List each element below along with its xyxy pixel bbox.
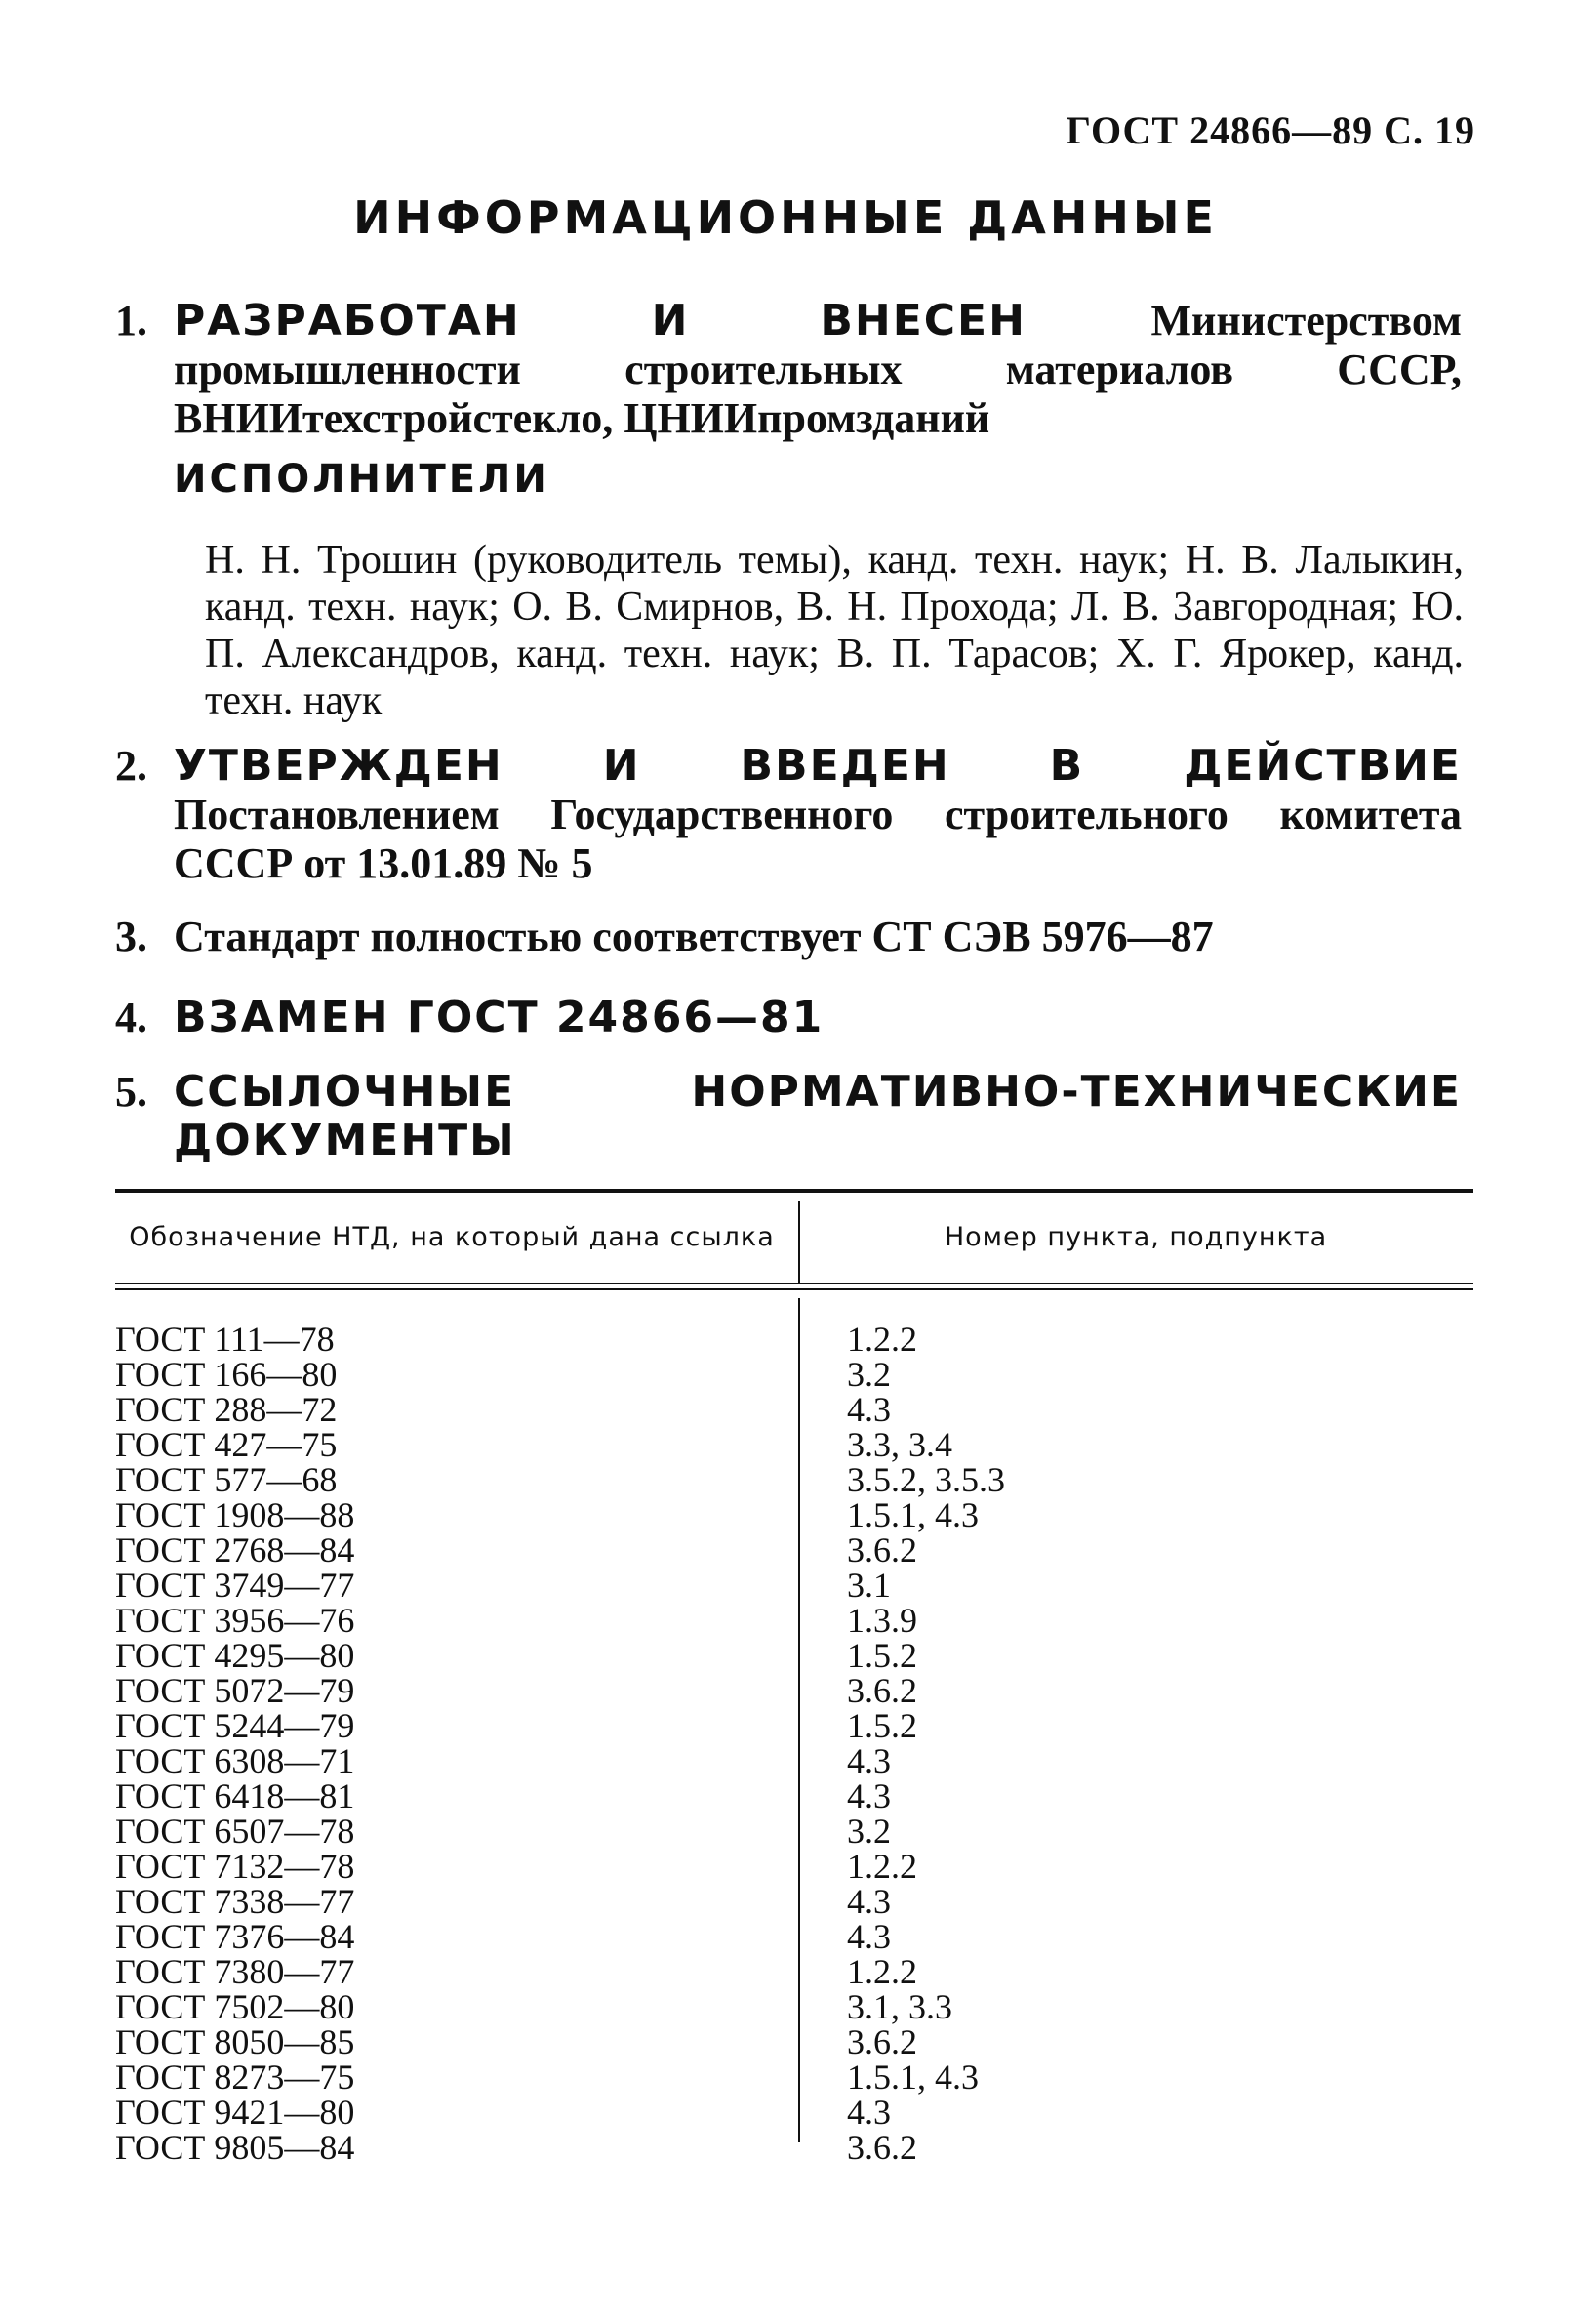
table-row xyxy=(115,1322,1473,1357)
cell-designation: ГОСТ 7132—78 xyxy=(115,1847,355,1886)
cell-designation: ГОСТ 8050—85 xyxy=(115,2022,355,2061)
cell-clause: 3.2 xyxy=(847,1812,891,1851)
table-row xyxy=(115,1532,1473,1568)
cell-clause: 3.1 xyxy=(847,1566,891,1605)
cell-clause: 4.3 xyxy=(847,2093,891,2132)
section-3 xyxy=(115,913,1462,961)
table-row xyxy=(115,1884,1473,1919)
cell-clause: 3.2 xyxy=(847,1355,891,1394)
table-row xyxy=(115,1919,1473,1954)
cell-clause: 3.6.2 xyxy=(847,2022,917,2061)
page-header: ГОСТ 24866—89 С. 19 xyxy=(1066,108,1475,152)
cell-designation: ГОСТ 3749—77 xyxy=(115,1566,355,1605)
cell-clause: 3.5.2, 3.5.3 xyxy=(847,1460,1005,1499)
cell-designation: ГОСТ 577—68 xyxy=(115,1460,338,1499)
table-row xyxy=(115,1673,1473,1708)
table-row xyxy=(115,1814,1473,1849)
table-row xyxy=(115,1462,1473,1497)
cell-clause: 1.5.2 xyxy=(847,1636,917,1675)
cell-designation: ГОСТ 3956—76 xyxy=(115,1601,355,1640)
executors-list: Н. Н. Трошин (руководитель темы), канд. техн. наук; Н. В. Лалыкин, канд. техн. наук; О. В. Смирнов, В. Н. Прохода; Л. В. Завгородная; Ю. П. Александров, канд. техн. наук; В. П. Тарасов; Х. Г. Ярокер, канд. техн. наук xyxy=(205,538,1464,723)
cell-clause: 3.1, 3.3 xyxy=(847,1987,952,2026)
table-row xyxy=(115,1497,1473,1532)
page-title: ИНФОРМАЦИОННЫЕ ДАННЫЕ xyxy=(353,191,1218,244)
cell-designation: ГОСТ 1908—88 xyxy=(115,1495,355,1534)
table-row xyxy=(115,1357,1473,1392)
table-row xyxy=(115,2024,1473,2059)
section-lead: ССЫЛОЧНЫЕ НОРМАТИВНО-ТЕХНИЧЕСКИЕ ДОКУМЕНТЫ xyxy=(174,1067,1462,1165)
column-header-designation: Обозначение НТД, на который дана ссылка xyxy=(129,1222,775,1252)
cell-designation: ГОСТ 7380—77 xyxy=(115,1952,355,1991)
cell-designation: ГОСТ 6507—78 xyxy=(115,1812,355,1851)
section-lead: УТВЕРЖДЕН И ВВЕДЕН В ДЕЙСТВИЕ xyxy=(174,741,1462,791)
cell-designation: ГОСТ 427—75 xyxy=(115,1425,338,1464)
section-2 xyxy=(115,742,1462,888)
table-row xyxy=(115,1638,1473,1673)
table-rows xyxy=(115,1290,1473,2165)
section-number: 1. xyxy=(115,297,147,345)
cell-clause: 1.5.2 xyxy=(847,1706,917,1745)
cell-clause: 1.2.2 xyxy=(847,1847,917,1886)
table-row xyxy=(115,1849,1473,1884)
cell-designation: ГОСТ 5244—79 xyxy=(115,1706,355,1745)
cell-clause: 4.3 xyxy=(847,1882,891,1921)
reference-table xyxy=(115,1189,1473,2165)
table-row xyxy=(115,1603,1473,1638)
section-lead: ВЗАМЕН ГОСТ 24866—81 xyxy=(174,993,825,1042)
column-header-clause: Номер пункта, подпункта xyxy=(944,1222,1328,1252)
table-row xyxy=(115,1954,1473,1989)
cell-clause: 1.5.1, 4.3 xyxy=(847,2058,979,2097)
cell-clause: 3.3, 3.4 xyxy=(847,1425,952,1464)
table-header xyxy=(115,1193,1473,1283)
table-row xyxy=(115,1427,1473,1462)
table-row xyxy=(115,2059,1473,2095)
cell-designation: ГОСТ 6308—71 xyxy=(115,1741,355,1780)
cell-clause: 3.6.2 xyxy=(847,1671,917,1710)
cell-designation: ГОСТ 8273—75 xyxy=(115,2058,355,2097)
cell-designation: ГОСТ 9421—80 xyxy=(115,2093,355,2132)
cell-designation: ГОСТ 7376—84 xyxy=(115,1917,355,1956)
cell-clause: 3.6.2 xyxy=(847,1530,917,1570)
section-number: 5. xyxy=(115,1068,147,1116)
section-text: Стандарт полностью соответствует СТ СЭВ 5976—87 xyxy=(174,913,1214,960)
cell-designation: ГОСТ 2768—84 xyxy=(115,1530,355,1570)
cell-designation: ГОСТ 6418—81 xyxy=(115,1776,355,1815)
section-number: 4. xyxy=(115,994,147,1041)
table-row xyxy=(115,1392,1473,1427)
cell-designation: ГОСТ 166—80 xyxy=(115,1355,338,1394)
executors-heading: ИСПОЛНИТЕЛИ xyxy=(174,457,549,502)
cell-clause: 1.2.2 xyxy=(847,1952,917,1991)
cell-designation: ГОСТ 7502—80 xyxy=(115,1987,355,2026)
section-5 xyxy=(115,1068,1462,1165)
cell-designation: ГОСТ 111—78 xyxy=(115,1320,335,1359)
table-row xyxy=(115,1743,1473,1778)
cell-clause: 4.3 xyxy=(847,1776,891,1815)
cell-clause: 3.6.2 xyxy=(847,2128,917,2167)
cell-clause: 1.2.2 xyxy=(847,1320,917,1359)
cell-clause: 4.3 xyxy=(847,1741,891,1780)
section-lead: РАЗРАБОТАН И ВНЕСЕН xyxy=(174,296,1027,346)
table-row xyxy=(115,2095,1473,2130)
section-1 xyxy=(115,297,1462,443)
cell-clause: 1.5.1, 4.3 xyxy=(847,1495,979,1534)
section-text: Постановлением Государственного строительного комитета СССР от 13.01.89 № 5 xyxy=(174,791,1462,887)
table-body xyxy=(115,1290,1473,2165)
table-row xyxy=(115,1989,1473,2024)
table-row xyxy=(115,2130,1473,2165)
table-row xyxy=(115,1778,1473,1814)
cell-designation: ГОСТ 9805—84 xyxy=(115,2128,355,2167)
section-text: Министерством промышленности строительных материалов СССР, ВНИИтехстройстекло, ЦНИИпромзданий xyxy=(174,297,1462,442)
section-4 xyxy=(115,994,1462,1042)
cell-clause: 4.3 xyxy=(847,1917,891,1956)
section-number: 3. xyxy=(115,913,147,960)
cell-designation: ГОСТ 288—72 xyxy=(115,1390,338,1429)
cell-designation: ГОСТ 7338—77 xyxy=(115,1882,355,1921)
table-row xyxy=(115,1568,1473,1603)
section-number: 2. xyxy=(115,742,147,790)
cell-designation: ГОСТ 4295—80 xyxy=(115,1636,355,1675)
cell-clause: 1.3.9 xyxy=(847,1601,917,1640)
cell-designation: ГОСТ 5072—79 xyxy=(115,1671,355,1710)
cell-clause: 4.3 xyxy=(847,1390,891,1429)
table-row xyxy=(115,1708,1473,1743)
